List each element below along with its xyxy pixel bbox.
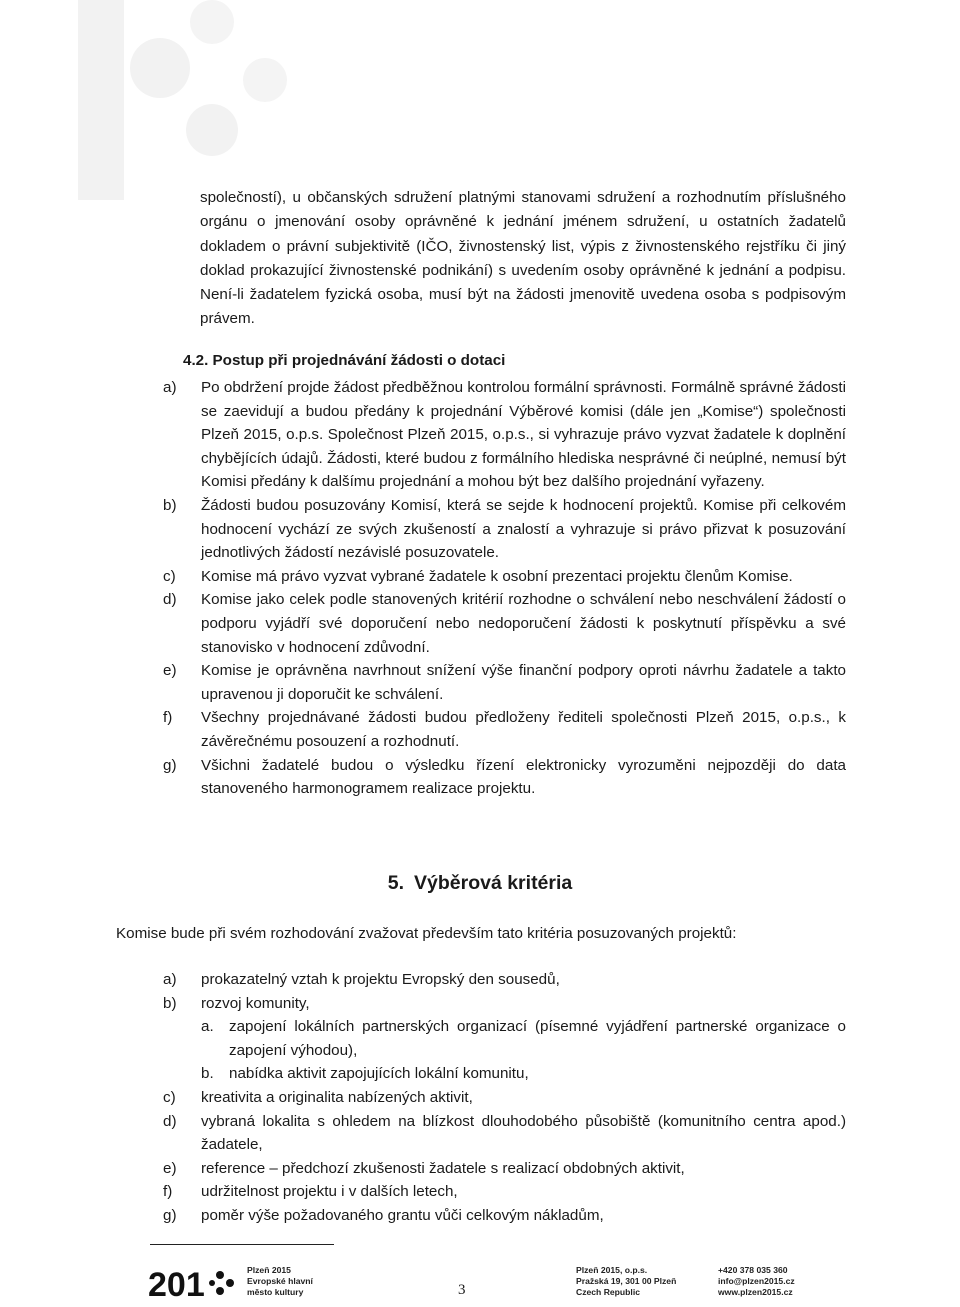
list-marker: d) [163,591,177,609]
section-4-2-list [163,376,846,801]
footer-contact [718,1265,795,1298]
list-marker: g) [163,1206,177,1224]
logo-text: 201 [148,1266,205,1300]
sublist-item [201,1015,846,1062]
list-item-text: Žádosti budou posuzovány Komisí, která se sejde k hodnocení projektů. Komise při celkovém hodnocení vychází ze svých zkušeností a znalostí a vyhrazuje si právo přizvat k posuzování jednotlivých žádostí nezávislé posuzovatele. [201,496,846,562]
list-item [163,588,846,659]
tagline-line: Plzeň 2015 [247,1265,291,1275]
criteria-sublist [201,1015,846,1086]
list-item [163,754,846,801]
phone-text: +420 378 035 360 [718,1265,788,1275]
list-item [163,706,846,753]
list-marker: a) [163,379,177,396]
list-marker: a) [163,971,177,988]
section-title-text: Výběrová kritéria [414,872,573,894]
list-item [163,659,846,706]
list-item-text: udržitelnost projektu i v dalších letech, [201,1183,458,1201]
list-item-text: Komise má právo vyzvat vybrané žadatele k osobní prezentaci projektu členům Komise. [201,567,793,585]
list-item [163,1157,846,1181]
list-item-text: Po obdržení projde žádost předběžnou kontrolou formální správnosti. Formálně správné žádosti se zaevidují a budou předány k projednání Výběrové komisi (dále jen „Komise“) společnosti Plzeň 2015, o.p.s. Společnost Plzeň 2015, o.p.s., si vyhrazuje právo vyzvat žadatele k doplnění chybějících údajů. Žádosti, které budou z formálního hlediska nesprávné či neúplné, nemusí být Komisi předány k dalšímu projednání a mohou být bez dalšího projednání vyřazeny. [201,379,846,491]
address-line: Czech Republic [576,1287,640,1297]
list-marker: e) [163,662,177,680]
list-marker: c) [163,567,176,585]
list-item-text: poměr výše požadovaného grantu vůči celkovým nákladům, [201,1206,604,1224]
footer-tagline [247,1265,313,1298]
list-marker: f) [163,1183,173,1201]
list-marker: b) [163,994,177,1012]
address-line: Plzeň 2015, o.p.s. [576,1265,648,1275]
footnote-rule [150,1244,334,1245]
list-marker: b) [163,496,177,514]
list-item-text: Všichni žadatelé budou o výsledku řízení elektronicky vyrozuměni nejpozději do data stanoveného harmonogramem realizace projektu. [201,756,846,798]
list-item-text: Komise je oprávněna navrhnout snížení výše finanční podpory oproti návrhu žadatele a takto upravenou ji doporučit ke schválení. [201,662,846,703]
criteria-list [163,968,846,1228]
list-marker: d) [163,1112,177,1130]
tagline-line: Evropské hlavní [247,1276,313,1286]
address-line: Pražská 19, 301 00 Plzeň [576,1276,677,1286]
list-item-text: kreativita a originalita nabízených aktivit, [201,1088,473,1106]
list-item-text: reference – předchozí zkušenosti žadatele s realizací obdobných aktivit, [201,1159,685,1177]
email-link[interactable]: info@plzen2015.cz [718,1276,795,1286]
continuation-paragraph: společností), u občanských sdružení platnými stanovami sdružení a rozhodnutím příslušného orgánu o jmenování osoby oprávněné k jednání jménem sdružení, u ostatních žadatelů dokladem o právní subjektivitě (IČO, živnostenský list, výpis z živnostenského rejstříku či jiný doklad prokazující živnostenské podnikání) s uvedením osoby oprávněné k jednání a podpisu. Není-li žadatelem fyzická osoba, musí být na žádosti jmenovitě uvedena osoba s podpisovým právem. [200,189,846,328]
list-item [163,1086,846,1110]
section-5-title [0,872,960,895]
list-item [163,1204,846,1228]
list-item [163,1180,846,1204]
list-marker: a. [201,1018,214,1036]
watermark-graphic [0,0,960,200]
sublist-item-text: zapojení lokálních partnerských organizací (písemné vyjádření partnerské organizace o zapojení výhodou), [229,1018,846,1059]
page-number: 3 [458,1282,466,1298]
criteria-intro: Komise bude při svém rozhodování zvažovat především tato kritéria posuzovaných projektů: [116,925,737,942]
list-item-text: prokazatelný vztah k projektu Evropský den sousedů, [201,971,560,988]
section-4-2-heading: 4.2. Postup při projednávání žádosti o dotaci [183,352,506,369]
list-item [163,1110,846,1157]
list-item-text: Komise jako celek podle stanovených kritérií rozhodne o schválení nebo neschválení žádostí o podporu vyjádří své doporučení nebo nedoporučení žádosti k poskytnutí příspěvku a své stanovisko v hodnocení zdůvodní. [201,591,846,656]
list-item [163,376,846,494]
list-marker: c) [163,1088,176,1106]
list-item [163,992,846,1086]
list-item-text: rozvoj komunity, [201,994,310,1012]
footer-address [576,1265,676,1298]
list-item-text: vybraná lokalita s ohledem na blízkost dlouhodobého působiště (komunitního centra apod.) žadatele, [201,1112,846,1154]
list-item [163,494,846,565]
sublist-item-text: nabídka aktivit zapojujících lokální komunitu, [229,1065,529,1083]
list-item-text: Všechny projednávané žádosti budou předloženy řediteli společnosti Plzeň 2015, o.p.s., k závěrečnému posouzení a rozhodnutí. [201,709,846,750]
list-marker: e) [163,1159,177,1177]
list-marker: b. [201,1065,214,1083]
tagline-line: město kultury [247,1287,304,1297]
list-marker: g) [163,756,177,774]
website-link[interactable]: www.plzen2015.cz [718,1287,793,1297]
plzen-2015-logo [148,1266,240,1300]
sublist-item [201,1062,846,1086]
section-number: 5. [387,872,404,894]
list-item [163,565,846,589]
list-item [163,968,846,992]
list-marker: f) [163,709,173,727]
